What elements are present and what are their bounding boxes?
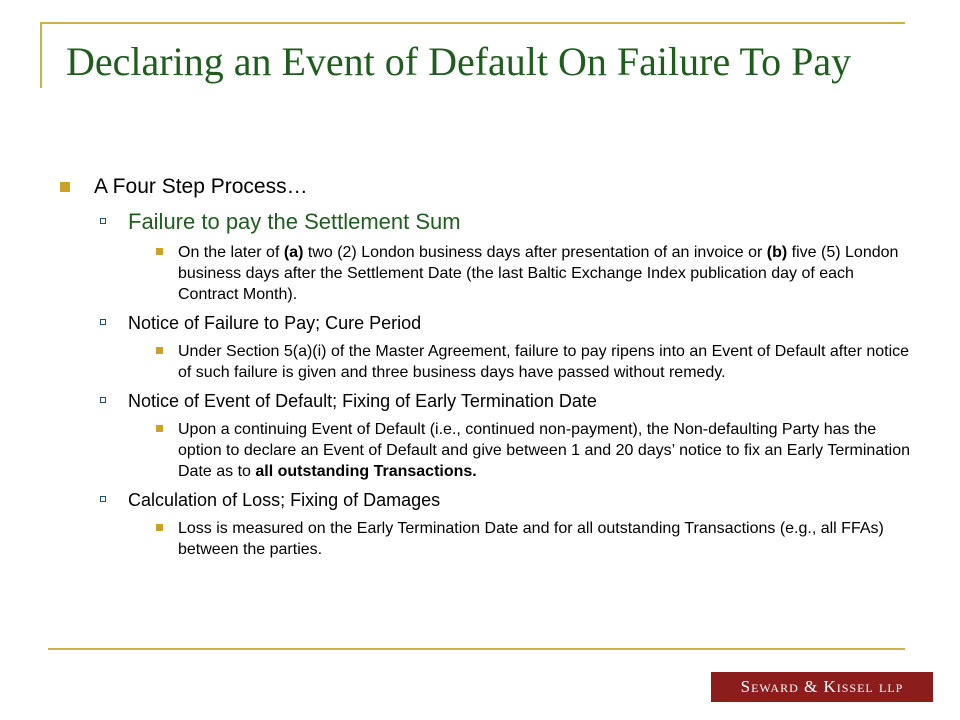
checkbox-bullet-icon [100, 496, 106, 502]
step-heading-1: Failure to pay the Settlement Sum [60, 208, 910, 236]
intro-item [60, 172, 910, 202]
checkbox-bullet-icon [100, 218, 106, 224]
slide-body [60, 172, 910, 564]
slide-title: Declaring an Event of Default On Failure To Pay [66, 39, 852, 84]
left-rule [40, 22, 42, 88]
checkbox-bullet-icon [100, 319, 106, 325]
square-bullet-icon [156, 524, 163, 531]
checkbox-bullet-icon [100, 397, 106, 403]
intro-text: A Four Step Process… [94, 175, 308, 198]
square-bullet-icon [156, 248, 163, 255]
step-detail-1: On the later of (a) two (2) London business days after presentation of an invoice or (b) five (5) London business days after the Settlement Date (the last Baltic Exchange Index publication day of each Contract Month). [60, 242, 910, 305]
step-heading-4: Calculation of Loss; Fixing of Damages [60, 488, 910, 512]
bottom-rule [48, 648, 905, 650]
square-bullet-icon [156, 425, 163, 432]
step-detail-3: Upon a continuing Event of Default (i.e., continued non-payment), the Non-defaulting Party has the option to declare an Event of Default and give between 1 and 20 days’ notice to fix an Early Termination Date as to all outstanding Transactions. [60, 419, 910, 482]
step-detail-2: Under Section 5(a)(i) of the Master Agreement, failure to pay ripens into an Event of Default after notice of such failure is given and three business days have passed without remedy. [60, 341, 910, 383]
top-rule [40, 22, 905, 24]
firm-logo: Seward & Kissel llp [711, 672, 933, 702]
square-bullet-icon [60, 182, 70, 192]
step-heading-3: Notice of Event of Default; Fixing of Early Termination Date [60, 389, 910, 413]
step-heading-2: Notice of Failure to Pay; Cure Period [60, 311, 910, 335]
square-bullet-icon [156, 347, 163, 354]
step-detail-4: Loss is measured on the Early Termination Date and for all outstanding Transactions (e.g., all FFAs) between the parties. [60, 518, 910, 560]
